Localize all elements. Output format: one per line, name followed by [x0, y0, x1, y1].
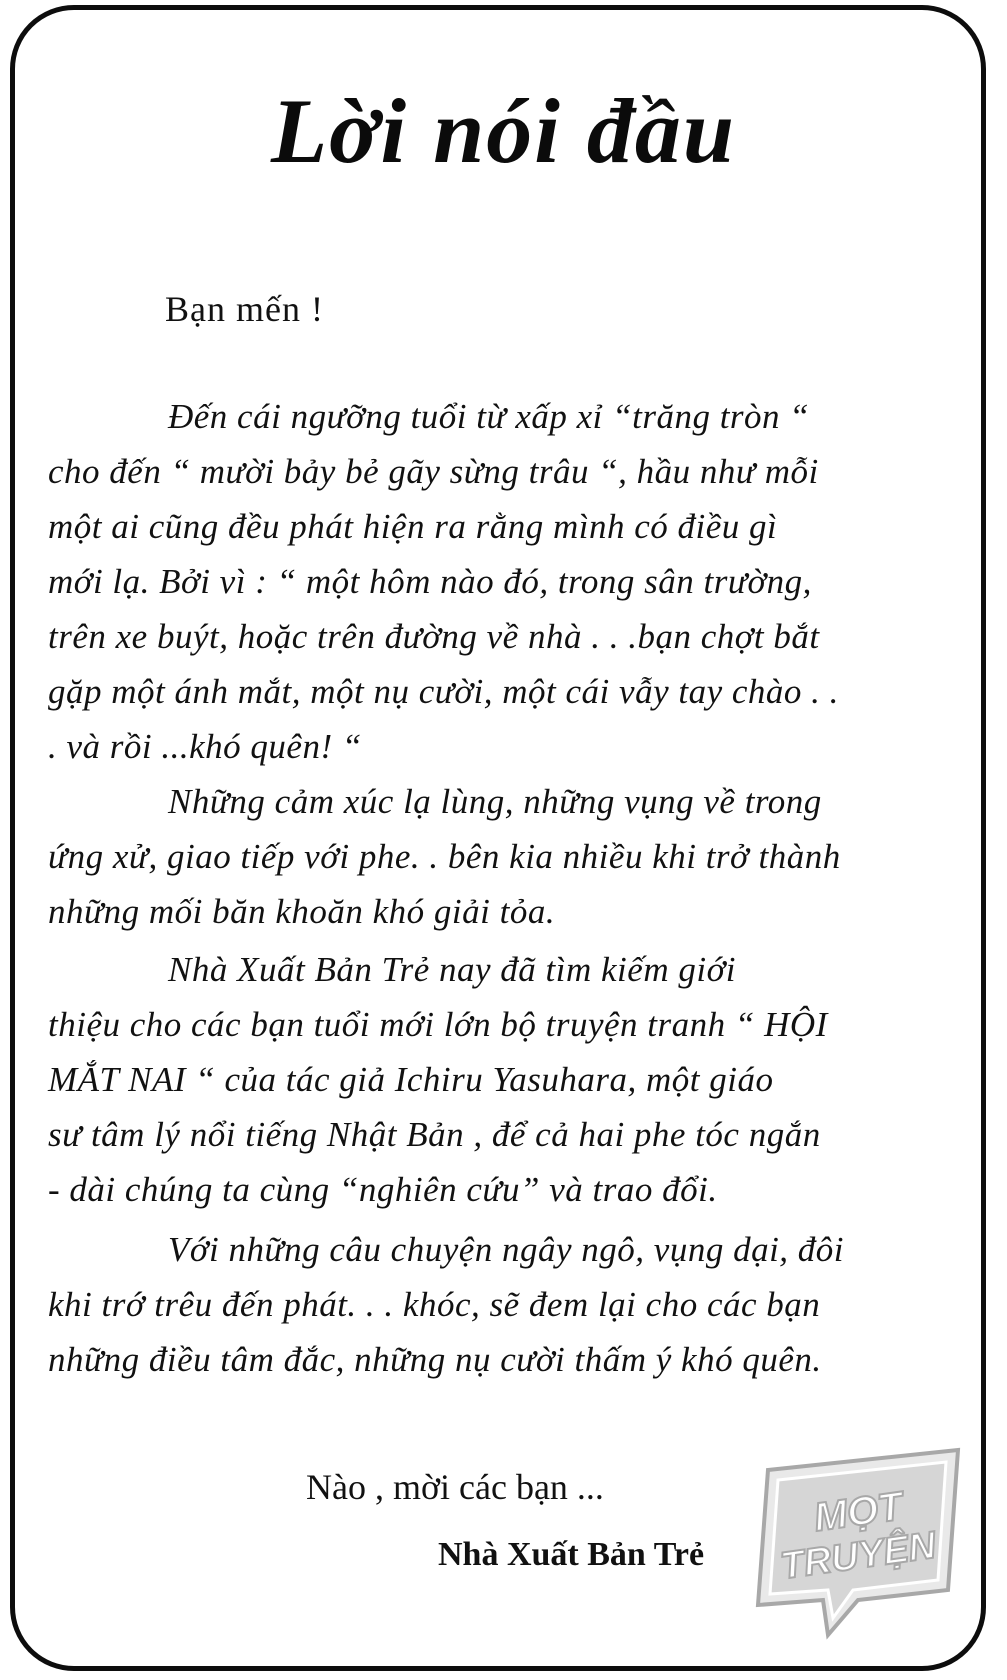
- page-title: Lời nói đầu: [270, 80, 737, 182]
- paragraph-line: Với những câu chuyện ngây ngô, vụng dại, đôi: [168, 1230, 845, 1269]
- paragraph-line: . và rồi ...khó quên! “: [48, 727, 362, 766]
- paragraph-line: MẮT NAI “ của tác giả Ichiru Yasuhara, một giáo: [48, 1060, 774, 1099]
- paragraph-line: Những cảm xúc lạ lùng, những vụng về trong: [168, 782, 822, 821]
- paragraph-line: Nhà Xuất Bản Trẻ nay đã tìm kiếm giới: [168, 950, 736, 989]
- paragraph-line: những mối băn khoăn khó giải tỏa.: [48, 892, 556, 931]
- greeting: Bạn mến !: [165, 289, 324, 329]
- paragraph-line: khi trớ trêu đến phát. . . khóc, sẽ đem lại cho các bạn: [48, 1285, 821, 1324]
- watermark-logo: [748, 1440, 976, 1640]
- watermark-text-1: MỌT: [811, 1484, 906, 1541]
- paragraph-line: trên xe buýt, hoặc trên đường về nhà . . .bạn chợt bắt: [48, 617, 820, 656]
- paragraph-line: Đến cái ngưỡng tuổi từ xấp xỉ “trăng tròn “: [168, 397, 810, 436]
- paragraph-line: sư tâm lý nổi tiếng Nhật Bản , để cả hai phe tóc ngắn: [48, 1115, 821, 1154]
- paragraph-line: - dài chúng ta cùng “nghiên cứu” và trao đổi.: [48, 1170, 718, 1209]
- paragraph-line: ứng xử, giao tiếp với phe. . bên kia nhiều khi trở thành: [48, 837, 841, 876]
- paragraph-line: một ai cũng đều phát hiện ra rằng mình có điều gì: [48, 507, 778, 546]
- paragraph-line: mới lạ. Bởi vì : “ một hôm nào đó, trong sân trường,: [48, 562, 812, 601]
- paragraph-line: gặp một ánh mắt, một nụ cười, một cái vẫy tay chào . .: [48, 672, 839, 711]
- publisher-signature: Nhà Xuất Bản Trẻ: [438, 1536, 705, 1573]
- watermark-text-2: TRUYỆN: [778, 1524, 939, 1588]
- paragraph-line: những điều tâm đắc, những nụ cười thấm ý khó quên.: [48, 1340, 822, 1379]
- closing-line: Nào , mời các bạn ...: [306, 1467, 604, 1507]
- paragraph-line: cho đến “ mười bảy bẻ gãy sừng trâu “, hầu như mỗi: [48, 452, 819, 491]
- paragraph-line: thiệu cho các bạn tuổi mới lớn bộ truyện tranh “ HỘI: [48, 1005, 828, 1044]
